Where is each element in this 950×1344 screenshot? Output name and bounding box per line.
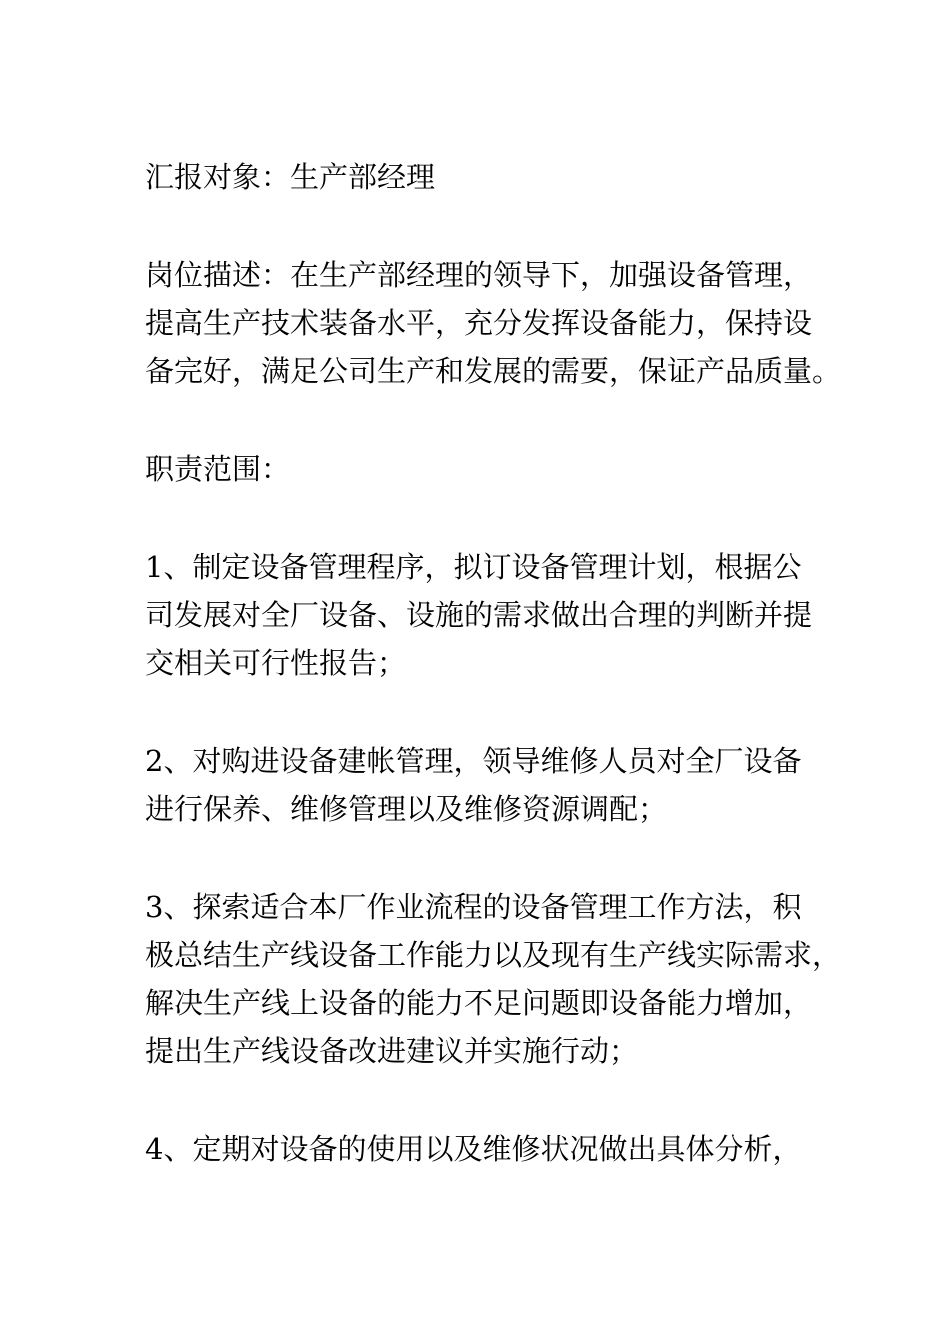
- responsibility-item-3: [145, 883, 845, 1075]
- text-line: 备完好，满足公司生产和发展的需要，保证产品质量。: [145, 354, 842, 388]
- text-line: 2、对购进设备建帐管理，领导维修人员对全厂设备: [145, 744, 802, 778]
- responsibility-item-1: [145, 543, 845, 687]
- text-line: 1、制定设备管理程序，拟订设备管理计划，根据公: [145, 550, 802, 584]
- text-line: 进行保养、维修管理以及维修资源调配；: [145, 792, 668, 826]
- job-description-paragraph: [145, 251, 845, 395]
- text-line: 交相关可行性报告；: [145, 646, 407, 680]
- responsibility-item-4: [145, 1125, 845, 1173]
- text-line: 极总结生产线设备工作能力以及现有生产线实际需求，: [145, 938, 842, 972]
- report-to-paragraph: [145, 153, 845, 201]
- text-line: 提高生产技术装备水平，充分发挥设备能力，保持设: [145, 306, 813, 340]
- text-line: 汇报对象：生产部经理: [145, 160, 436, 194]
- text-line: 提出生产线设备改进建议并实施行动；: [145, 1034, 639, 1068]
- text-line: 职责范围：: [145, 452, 291, 486]
- responsibility-item-2: [145, 737, 845, 833]
- text-line: 4、定期对设备的使用以及维修状况做出具体分析，: [145, 1132, 802, 1166]
- responsibilities-heading: [145, 445, 845, 493]
- document-body: [145, 153, 845, 1223]
- text-line: 3、探索适合本厂作业流程的设备管理工作方法，积: [145, 890, 802, 924]
- text-line: 岗位描述：在生产部经理的领导下，加强设备管理，: [145, 258, 813, 292]
- text-line: 司发展对全厂设备、设施的需求做出合理的判断并提: [145, 598, 813, 632]
- text-line: 解决生产线上设备的能力不足问题即设备能力增加，: [145, 986, 813, 1020]
